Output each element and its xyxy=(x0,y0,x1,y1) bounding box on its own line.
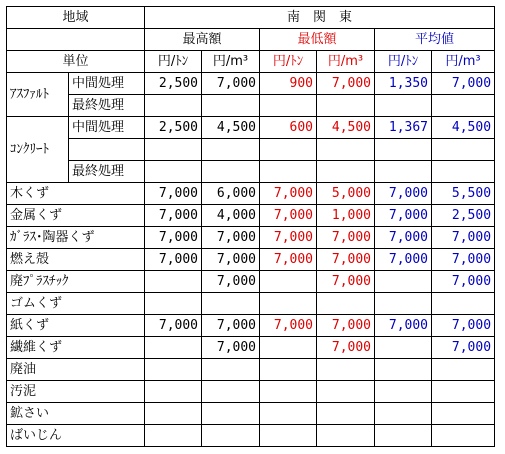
value-cell xyxy=(145,359,202,381)
value-cell: 7,000 xyxy=(432,271,495,293)
table-row xyxy=(7,95,495,117)
value-cell: 7,000 xyxy=(145,315,202,337)
value-cell: 6,000 xyxy=(202,183,260,205)
value-cell xyxy=(375,139,432,161)
process-label: 中間処理 xyxy=(69,117,145,139)
table-row xyxy=(7,425,495,447)
region-label: 地域 xyxy=(7,7,145,29)
header-row-region xyxy=(7,7,495,29)
region-name: 南 関 東 xyxy=(145,7,495,29)
value-cell xyxy=(145,95,202,117)
group-header-max: 最高額 xyxy=(145,29,260,51)
value-cell xyxy=(432,425,495,447)
unit-label: 単位 xyxy=(7,51,145,73)
value-cell xyxy=(317,403,375,425)
value-cell xyxy=(317,161,375,183)
unit-ton-max: 円/ﾄﾝ xyxy=(145,51,202,73)
material-label: 紙くず xyxy=(7,315,145,337)
process-label: 最終処理 xyxy=(69,161,145,183)
value-cell xyxy=(260,403,317,425)
value-cell xyxy=(432,359,495,381)
table-row xyxy=(7,315,495,337)
header-row-units xyxy=(7,51,495,73)
value-cell xyxy=(145,403,202,425)
value-cell xyxy=(375,95,432,117)
value-cell: 5,500 xyxy=(432,183,495,205)
value-cell: 1,367 xyxy=(375,117,432,139)
value-cell xyxy=(375,337,432,359)
value-cell xyxy=(260,139,317,161)
material-label: ｶﾞﾗｽ･陶器くず xyxy=(7,227,145,249)
header-row-groups xyxy=(7,29,495,51)
value-cell xyxy=(202,95,260,117)
value-cell xyxy=(432,161,495,183)
value-cell xyxy=(375,161,432,183)
value-cell: 7,000 xyxy=(432,249,495,271)
value-cell: 7,000 xyxy=(317,249,375,271)
value-cell xyxy=(145,425,202,447)
value-cell xyxy=(375,293,432,315)
value-cell xyxy=(317,139,375,161)
value-cell: 7,000 xyxy=(202,337,260,359)
value-cell xyxy=(375,381,432,403)
material-label: 金属くず xyxy=(7,205,145,227)
material-label: ばいじん xyxy=(7,425,145,447)
value-cell: 7,000 xyxy=(145,227,202,249)
value-cell: 7,000 xyxy=(202,271,260,293)
value-cell xyxy=(432,293,495,315)
table-row xyxy=(7,117,495,139)
value-cell xyxy=(375,271,432,293)
table-row xyxy=(7,271,495,293)
value-cell xyxy=(260,293,317,315)
value-cell: 900 xyxy=(260,73,317,95)
value-cell xyxy=(260,271,317,293)
table-row xyxy=(7,293,495,315)
material-label: 燃え殻 xyxy=(7,249,145,271)
header-blank-cell xyxy=(7,29,145,51)
material-group-label: ｱｽﾌｧﾙﾄ xyxy=(7,73,69,117)
value-cell: 7,000 xyxy=(202,73,260,95)
value-cell xyxy=(317,293,375,315)
value-cell xyxy=(145,337,202,359)
value-cell: 7,000 xyxy=(260,249,317,271)
table-row xyxy=(7,227,495,249)
value-cell: 7,000 xyxy=(432,337,495,359)
value-cell: 2,500 xyxy=(432,205,495,227)
table-row xyxy=(7,73,495,95)
value-cell: 7,000 xyxy=(202,227,260,249)
value-cell: 7,000 xyxy=(260,315,317,337)
value-cell: 7,000 xyxy=(202,315,260,337)
value-cell: 7,000 xyxy=(432,227,495,249)
material-group-label: ｺﾝｸﾘｰﾄ xyxy=(7,117,69,183)
value-cell: 7,000 xyxy=(317,227,375,249)
price-table xyxy=(6,6,495,447)
value-cell xyxy=(202,293,260,315)
value-cell: 7,000 xyxy=(432,315,495,337)
value-cell: 7,000 xyxy=(375,249,432,271)
value-cell xyxy=(145,271,202,293)
value-cell: 7,000 xyxy=(317,315,375,337)
table-row xyxy=(7,249,495,271)
value-cell xyxy=(145,139,202,161)
table-row xyxy=(7,359,495,381)
value-cell xyxy=(260,161,317,183)
value-cell: 4,500 xyxy=(432,117,495,139)
value-cell xyxy=(202,139,260,161)
material-label: 繊維くず xyxy=(7,337,145,359)
value-cell: 7,000 xyxy=(432,73,495,95)
value-cell xyxy=(432,381,495,403)
table-row xyxy=(7,161,495,183)
value-cell xyxy=(260,425,317,447)
unit-ton-avg: 円/ﾄﾝ xyxy=(375,51,432,73)
value-cell: 5,000 xyxy=(317,183,375,205)
value-cell xyxy=(202,425,260,447)
value-cell xyxy=(145,161,202,183)
material-label: ゴムくず xyxy=(7,293,145,315)
value-cell xyxy=(317,425,375,447)
process-label: 最終処理 xyxy=(69,95,145,117)
value-cell: 7,000 xyxy=(145,249,202,271)
table-row xyxy=(7,183,495,205)
value-cell: 600 xyxy=(260,117,317,139)
value-cell xyxy=(260,381,317,403)
unit-ton-min: 円/ﾄﾝ xyxy=(260,51,317,73)
value-cell xyxy=(375,403,432,425)
unit-m3-avg: 円/m³ xyxy=(432,51,495,73)
value-cell xyxy=(375,425,432,447)
value-cell: 7,000 xyxy=(375,315,432,337)
process-label xyxy=(69,139,145,161)
unit-m3-min: 円/m³ xyxy=(317,51,375,73)
value-cell xyxy=(317,95,375,117)
value-cell xyxy=(432,403,495,425)
value-cell: 4,000 xyxy=(202,205,260,227)
material-label: 汚泥 xyxy=(7,381,145,403)
table-row xyxy=(7,139,495,161)
table-row xyxy=(7,381,495,403)
value-cell xyxy=(317,381,375,403)
value-cell: 7,000 xyxy=(145,183,202,205)
unit-m3-max: 円/m³ xyxy=(202,51,260,73)
value-cell: 2,500 xyxy=(145,73,202,95)
value-cell xyxy=(317,359,375,381)
value-cell: 7,000 xyxy=(260,205,317,227)
material-label: 廃油 xyxy=(7,359,145,381)
value-cell: 7,000 xyxy=(375,183,432,205)
value-cell: 4,500 xyxy=(317,117,375,139)
value-cell: 7,000 xyxy=(260,183,317,205)
table-row xyxy=(7,337,495,359)
group-header-avg: 平均値 xyxy=(375,29,495,51)
value-cell xyxy=(145,293,202,315)
value-cell xyxy=(202,161,260,183)
material-label: 廃ﾌﾟﾗｽﾁｯｸ xyxy=(7,271,145,293)
value-cell: 1,350 xyxy=(375,73,432,95)
value-cell: 2,500 xyxy=(145,117,202,139)
value-cell: 4,500 xyxy=(202,117,260,139)
value-cell: 7,000 xyxy=(317,337,375,359)
value-cell xyxy=(432,95,495,117)
value-cell xyxy=(202,381,260,403)
process-label: 中間処理 xyxy=(69,73,145,95)
material-label: 木くず xyxy=(7,183,145,205)
value-cell xyxy=(145,381,202,403)
material-label: 鉱さい xyxy=(7,403,145,425)
value-cell xyxy=(260,359,317,381)
value-cell xyxy=(432,139,495,161)
group-header-min: 最低額 xyxy=(260,29,375,51)
value-cell: 7,000 xyxy=(145,205,202,227)
value-cell xyxy=(202,403,260,425)
value-cell: 7,000 xyxy=(317,271,375,293)
table-row xyxy=(7,403,495,425)
value-cell: 7,000 xyxy=(317,73,375,95)
table-row xyxy=(7,205,495,227)
value-cell xyxy=(202,359,260,381)
value-cell: 7,000 xyxy=(260,227,317,249)
value-cell: 7,000 xyxy=(202,249,260,271)
value-cell: 7,000 xyxy=(375,205,432,227)
value-cell xyxy=(260,95,317,117)
value-cell: 7,000 xyxy=(375,227,432,249)
value-cell xyxy=(260,337,317,359)
value-cell: 1,000 xyxy=(317,205,375,227)
value-cell xyxy=(375,359,432,381)
